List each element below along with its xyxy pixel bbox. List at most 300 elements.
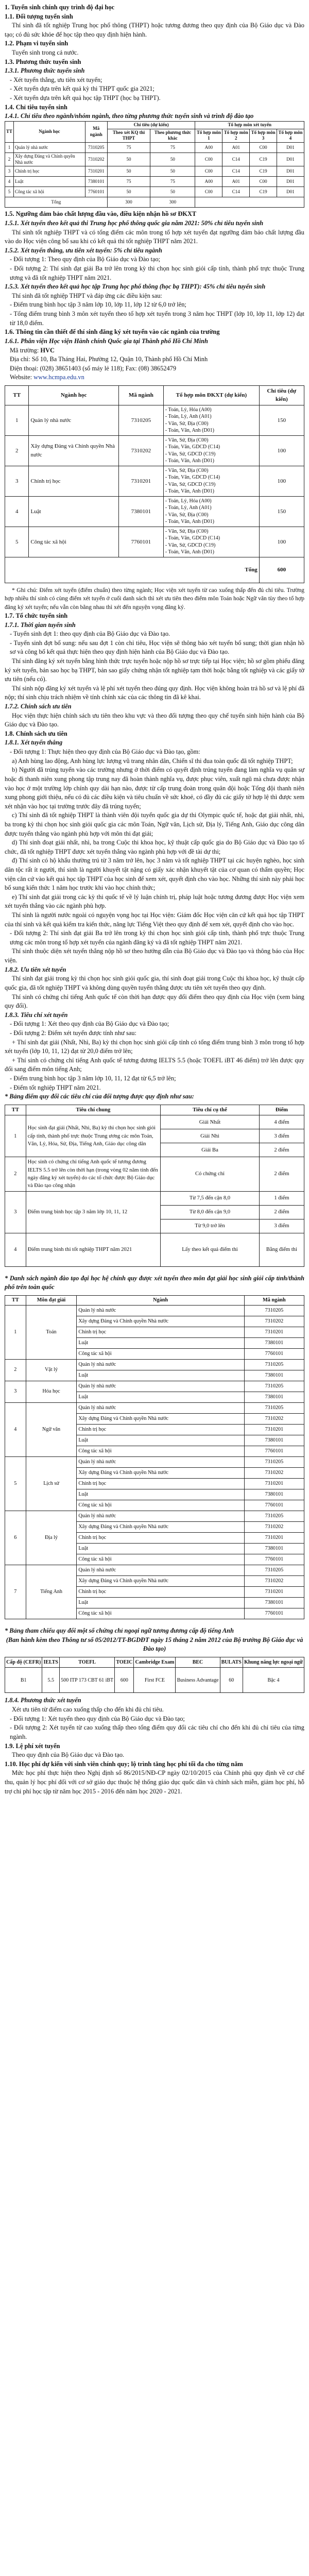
paragraph: - Đối tượng 2: Thí sinh đạt giải Ba trở lên trong kỳ thi chọn học sinh giỏi cấp tỉnh, thành phố trực thuộc Trung ương các môn trong tổ hợp xét tuyển của ngành đăng ký và đã tốt nghiệp THPT năm 2021. xyxy=(10,929,304,946)
cell-tieuchict: Giải Nhì xyxy=(161,1129,260,1143)
cell-ma: 7760101 xyxy=(244,1349,304,1360)
cell-tt: 5 xyxy=(5,1457,26,1511)
cell-tohop: - Văn, Sử, Địa (C00) - Toán, Văn, GDCD (C14) - Văn, Sử, GDCD (C19) - Toán, Văn, Anh (D01) xyxy=(163,527,259,557)
cell-th4: D01 xyxy=(277,142,304,152)
cell-ct: 150 xyxy=(259,496,304,527)
col-ma: Mã ngành xyxy=(85,121,107,142)
col-tohop: Tổ hợp môn ĐKXT (dự kiến) xyxy=(163,385,259,405)
method-item: - Xét tuyển dựa trên kết quả kỳ thi THPT quốc gia 2021; xyxy=(10,85,154,93)
col-th2: Tổ hợp môn 2 xyxy=(222,129,250,142)
cell-th3: C19 xyxy=(250,152,277,166)
cell-mon: Hóa học xyxy=(26,1381,77,1403)
cell-nganh: Quản lý nhà nước xyxy=(77,1565,244,1576)
cell-ma: 7380101 xyxy=(244,1489,304,1500)
heading-1-4: 1.4. Chỉ tiêu tuyển sinh xyxy=(5,103,67,111)
paragraph: Học viện thực hiện chính sách ưu tiên theo khu vực và theo đối tượng theo quy chế tuyển sinh hiện hành của Bộ Giáo dục và Đào tạo. xyxy=(5,711,304,728)
heading-1-8-2: 1.8.2. Ưu tiên xét tuyển xyxy=(5,965,66,973)
table-row xyxy=(5,466,304,496)
cell-th4: D01 xyxy=(277,177,304,187)
cell-ma: 7760101 xyxy=(244,1608,304,1619)
table-row xyxy=(5,177,304,187)
cell-tieuchi: Học sinh có chứng chỉ tiếng Anh quốc tế tương đương IELTS 5.5 trở lên còn thời hạn (trong vòng 02 năm tính đến ngày đăng ký xét tuyển) do các tổ chức được Bộ Giáo dục và Đào tạo công nhận xyxy=(26,1157,160,1191)
cell-nganh: Chính trị học xyxy=(29,466,118,496)
cell-value: 5.5 xyxy=(42,1668,60,1693)
cell-value: 60 xyxy=(220,1668,243,1693)
language-cert-table xyxy=(5,1657,304,1693)
cell-nganh: Chính trị học xyxy=(77,1587,244,1598)
cell-tt: 4 xyxy=(5,1403,26,1457)
method-item: - Xét tuyển thẳng, ưu tiên xét tuyển; xyxy=(10,76,102,83)
cell-tt: 3 xyxy=(5,1381,26,1403)
cell-nganh: Luật xyxy=(77,1598,244,1608)
cell-nganh: Xây dựng Đảng và Chính quyền Nhà nước xyxy=(14,152,85,166)
label: Mã trường: xyxy=(10,346,39,354)
cell-ma: 7310205 xyxy=(244,1381,304,1392)
cell-diem: 1 điểm xyxy=(259,1191,304,1205)
col-ct: Chỉ tiêu (dự kiến) xyxy=(259,385,304,405)
col-header: Cấp độ (CEFR) xyxy=(5,1657,42,1668)
cell-nganh: Xây dựng Đảng và Chính quyền Nhà nước xyxy=(77,1576,244,1587)
col-tt: TT xyxy=(5,385,29,405)
col-header: TOEIC xyxy=(115,1657,134,1668)
cell-ma: 7310201 xyxy=(85,166,107,177)
col-header: Khung năng lực ngoại ngữ xyxy=(243,1657,304,1668)
paragraph: c) Thí sinh đã tốt nghiệp THPT là thành viên đội tuyển quốc gia dự thi Olympic quốc tế, hoặc đạt giải nhất, nhì, ba trong kỳ thi chọn học sinh giỏi quốc gia các môn Toán, Ngữ văn, Lịch sử, Địa lý, Tiếng Anh, Giáo dục công dân được tuyển thẳng vào ngành phù hợp với môn thi đạt giải; xyxy=(5,811,304,837)
table-row xyxy=(5,1233,304,1266)
table-row xyxy=(5,187,304,197)
cell-ma: 7380101 xyxy=(244,1338,304,1349)
cell-hocba: 50 xyxy=(150,152,195,166)
cell-nganh: Công tác xã hội xyxy=(77,1554,244,1565)
table-row xyxy=(5,435,304,466)
cell-ma: 7310202 xyxy=(118,435,163,466)
cell-tt: 2 xyxy=(5,435,29,466)
paragraph: d) Thí sinh đoạt giải nhất, nhì, ba trong Cuộc thi khoa học, kỹ thuật cấp quốc gia do Bộ Giáo dục và Đào tạo tổ chức, đã tốt nghiệp THPT được xét tuyển thẳng vào ngành phù hợp với đề tài dự thi; xyxy=(5,839,304,855)
table-row xyxy=(5,1403,304,1414)
table-row xyxy=(5,152,304,166)
paragraph: Mức học phí thực hiện theo Nghị định số 86/2015/NĐ-CP ngày 02/10/2015 của Chính phủ quy định về cơ chế thu, quản lý học phí đối với cơ sở giáo dục thuộc hệ thống giáo dục quốc dân và chính sách miễn, giảm học phí, hỗ trợ chi phí học tập từ năm học 2015 - 2016 đến năm học 2020 - 2021. xyxy=(5,1769,304,1795)
school-address xyxy=(5,355,304,364)
paragraph: - Đối tượng 1: Thực hiện theo quy định của Bộ Giáo dục và Đào tạo, gồm: xyxy=(10,748,200,756)
col-tt: TT xyxy=(5,1105,26,1115)
paragraph: - Đối tượng 2: Thí sinh đạt giải Ba trở lên trong kỳ thi chọn học sinh giỏi cấp tỉnh, thành phố trực thuộc Trung ương và đã tốt nghiệp THPT năm 2021. xyxy=(10,265,304,281)
cell-tieuchict: Từ 7,5 đến cận 8,0 xyxy=(161,1191,260,1205)
cell-ct: 100 xyxy=(259,527,304,557)
cell-tieuchict: Lấy theo kết quả điểm thi xyxy=(161,1233,260,1266)
col-diem: Điểm xyxy=(259,1105,304,1115)
cell-tt: 4 xyxy=(5,496,29,527)
cell-nganh: Chính trị học xyxy=(14,166,85,177)
heading-1-3: 1.3. Phương thức tuyển sinh xyxy=(5,58,81,65)
paragraph: - Điểm tốt nghiệp THPT năm 2021. xyxy=(10,1083,101,1091)
cell-value: B1 xyxy=(5,1668,42,1693)
cell-ma: 7310202 xyxy=(244,1522,304,1533)
cell-nganh: Quản lý nhà nước xyxy=(77,1306,244,1316)
cell-nganh: Quản lý nhà nước xyxy=(77,1457,244,1468)
cell-tohop: - Văn, Sử, Địa (C00) - Toán, Văn, GDCD (C14) - Văn, Sử, GDCD (C19) - Toán, Văn, Anh (D01) xyxy=(163,466,259,496)
paragraph: - Đối tượng 1: Xét theo quy định của Bộ Giáo dục và Đào tạo; xyxy=(10,1020,169,1028)
cell-diem: 4 điểm xyxy=(259,1115,304,1129)
cell-nganh: Quản lý nhà nước xyxy=(14,142,85,152)
cell-ct: 100 xyxy=(259,435,304,466)
cell-ma: 7380101 xyxy=(244,1435,304,1446)
heading-1-5-1: 1.5.1. Xét tuyển theo kết quả thi Trung học phổ thông quốc gia năm 2021: 50% chỉ tiêu tuyển sinh xyxy=(5,219,264,227)
cell-th4: D01 xyxy=(277,152,304,166)
cell-tt: 4 xyxy=(5,177,14,187)
cell-nganh: Luật xyxy=(77,1338,244,1349)
cell-ma: 7310205 xyxy=(244,1360,304,1370)
cell-tt: 3 xyxy=(5,166,14,177)
cell-tt: 2 xyxy=(5,152,14,166)
cell-ma: 7760101 xyxy=(118,527,163,557)
paragraph: - Điểm trung bình học tập 3 năm lớp 10, 11, 12 đạt từ 6,5 trở lên; xyxy=(10,1075,176,1082)
cell-hocba: 50 xyxy=(150,187,195,197)
school-code xyxy=(5,346,304,355)
cell-nganh: Luật xyxy=(77,1370,244,1381)
cell-nganh: Công tác xã hội xyxy=(77,1446,244,1457)
cell-tieuchict: Giải Nhất xyxy=(161,1115,260,1129)
cell-ma: 7760101 xyxy=(244,1446,304,1457)
cell-ma: 7310205 xyxy=(244,1511,304,1522)
heading-1-5: 1.5. Ngưỡng đảm bảo chất lượng đầu vào, điều kiện nhận hồ sơ ĐKXT xyxy=(5,210,197,218)
cell-tt: 4 xyxy=(5,1233,26,1266)
cell-tt: 5 xyxy=(5,527,29,557)
cell-hocba: 50 xyxy=(150,166,195,177)
cell-nganh: Luật xyxy=(77,1392,244,1403)
cell-tt: 1 xyxy=(5,405,29,435)
cell-value: First FCE xyxy=(134,1668,176,1693)
cell-total-hocba: 300 xyxy=(150,197,195,208)
heading-1-4-1: 1.4.1. Chỉ tiêu theo ngành/nhóm ngành, theo từng phương thức tuyển sinh và trình độ đào tạo xyxy=(5,112,254,120)
cell-nganh: Luật xyxy=(77,1544,244,1554)
col-nganh: Ngành xyxy=(77,1295,244,1305)
paragraph: Theo quy định của Bộ Giáo dục và Đào tạo. xyxy=(12,1751,125,1759)
cell-nganh: Công tác xã hội xyxy=(77,1608,244,1619)
label: Địa chỉ: xyxy=(10,355,30,363)
cell-th2: C14 xyxy=(222,187,250,197)
value: HVC xyxy=(40,346,55,354)
paragraph: - Điểm trung bình học tập 3 năm lớp 10, lớp 11, lớp 12 từ 6,0 trở lên; xyxy=(10,301,186,309)
col-mon: Môn đạt giải xyxy=(26,1295,77,1305)
cell-ma: 7310202 xyxy=(244,1316,304,1327)
cell-value: 600 xyxy=(115,1668,134,1693)
paragraph: b) Người đã trúng tuyển vào các trường nhưng ở thời điểm có quyết định trúng tuyển đang làm nghĩa vụ quân sự hoặc đi thanh niên xung phong tập trung nay đã hoàn thành nghĩa vụ, được phục viên, xuất ngũ mà chưa được nhận vào học ở một trường lớp chính quy dài hạn nào, được từ cấp trung đoàn trong quân đội hoặc Tổng đội thanh niên xung phong giới thiệu, nếu có đủ các điều kiện và tiêu chuẩn về sức khoẻ, có đầy đủ các giấy tờ hợp lệ thì được xem xét nhận vào học tại trường trước đây đã trúng tuyển; xyxy=(5,766,304,810)
cell-total-thpt: 300 xyxy=(107,197,150,208)
cell-nganh: Quản lý nhà nước xyxy=(77,1381,244,1392)
cell-mon: Ngữ văn xyxy=(26,1403,77,1457)
col-hocba: Theo phương thức khác xyxy=(150,129,195,142)
cell-ma: 7380101 xyxy=(244,1392,304,1403)
paragraph: Tuyển sinh trong cả nước. xyxy=(12,49,79,57)
heading-1-9: 1.9. Lệ phí xét tuyển xyxy=(5,1742,60,1750)
heading-1: 1. Tuyển sinh chính quy trình độ đại học xyxy=(5,4,115,11)
cell-nganh: Luật xyxy=(77,1489,244,1500)
cell-nganh: Công tác xã hội xyxy=(77,1500,244,1511)
cell-tohop: - Văn, Sử, Địa (C00) - Toán, Văn, GDCD (C14) - Văn, Sử, GDCD (C19) - Toán, Văn, Anh (D01) xyxy=(163,435,259,466)
col-th4: Tổ hợp môn 4 xyxy=(277,129,304,142)
cell-ct: 100 xyxy=(259,466,304,496)
cell-thpt: 75 xyxy=(107,177,150,187)
cell-mon: Địa lý xyxy=(26,1511,77,1565)
award-major-table xyxy=(5,1295,304,1619)
paragraph: - Đối tượng 1: Theo quy định của Bộ Giáo dục và Đào tạo; xyxy=(10,256,161,263)
table-row xyxy=(5,1306,304,1316)
cell-nganh: Luật xyxy=(14,177,85,187)
label: Điện thoại: xyxy=(10,364,39,372)
cell-tt: 6 xyxy=(5,1511,26,1565)
paragraph: - Tuyển sinh đợt 1: theo quy định của Bộ Giáo dục và Đào tạo. xyxy=(10,630,170,638)
cell-value: 500 ITP 173 CBT 61 iBT xyxy=(60,1668,115,1693)
paragraph: Thí sinh đạt giải trong kỳ thi chọn học sinh giỏi quốc gia, thí sinh đoạt giải trong Cuộc thi khoa học, kỹ thuật cấp quốc gia, đã tốt nghiệp THPT và không dùng quyền tuyển thẳng được ưu tiên xét tuyển theo quy định. xyxy=(5,975,304,991)
cell-nganh: Quản lý nhà nước xyxy=(29,405,118,435)
cell-thpt: 50 xyxy=(107,152,150,166)
cell-value: Bậc 4 xyxy=(243,1668,304,1693)
paragraph: - Tuyển sinh đợt bổ sung: nếu sau đợt 1 còn chỉ tiêu, Học viện sẽ thông báo xét tuyển bổ sung; thời gian nhận hồ sơ và công bố kết quả thực hiện theo quy định hiện hành của Bộ Giáo dục và Đào tạo. xyxy=(10,639,304,656)
table-row xyxy=(5,1191,304,1205)
cell-mon: Toán xyxy=(26,1306,77,1360)
cell-tieuchict: Từ 8,0 đến cận 9,0 xyxy=(161,1205,260,1219)
table-row xyxy=(5,166,304,177)
paragraph: - Đối tượng 1: Xét tuyển theo quy định của Bộ Giáo dục và Đào tạo; xyxy=(10,1715,185,1722)
cell-ma: 7310205 xyxy=(244,1306,304,1316)
col-nganh: Ngành học xyxy=(14,121,85,142)
col-thpt: Theo xét KQ thi THPT xyxy=(107,129,150,142)
cell-nganh: Xây dựng Đảng và Chính quyền Nhà nước xyxy=(77,1522,244,1533)
label: Fax: xyxy=(125,364,137,372)
cell-ma: 7310201 xyxy=(244,1327,304,1338)
cell-hocba: 75 xyxy=(150,142,195,152)
cell-th2: C14 xyxy=(222,166,250,177)
table-row xyxy=(5,142,304,152)
table-row xyxy=(5,405,304,435)
note: * Ghi chú: Điểm xét tuyển (điểm chuẩn) theo từng ngành; Học viện xét tuyển từ cao xuống thấp đến đủ chỉ tiêu. Trường hợp nhiều thí sinh có cùng điểm xét tuyển ở cuối danh sách thì xét ưu tiên theo điểm môn Toán hoặc Ngữ văn tùy theo tổ hợp đăng ký xét tuyển; nếu vẫn còn bằng nhau thì xét đến nguyện vọng đăng ký. xyxy=(5,587,304,611)
paragraph: e) Thí sinh đạt giải trong các kỳ thi quốc tế về lý luận chính trị, pháp luật hoặc tương đương được Học viện xem xét tuyển thẳng vào các ngành phù hợp. xyxy=(5,893,304,910)
table-row xyxy=(5,496,304,527)
cell-tt: 7 xyxy=(5,1565,26,1619)
website-link[interactable]: www.hcmpa.edu.vn xyxy=(33,374,84,381)
heading-1-8-3: 1.8.3. Tiêu chí xét tuyển xyxy=(5,1011,68,1019)
cell-tieuchi: Điểm trung bình học tập 3 năm lớp 10, 11, 12 xyxy=(26,1191,160,1233)
heading-1-7-2: 1.7.2. Chính sách ưu tiên xyxy=(5,703,72,710)
cell-nganh: Chính trị học xyxy=(77,1479,244,1489)
cell-th1: A00 xyxy=(195,142,222,152)
cell-nganh: Quản lý nhà nước xyxy=(77,1511,244,1522)
cell-nganh: Quản lý nhà nước xyxy=(77,1403,244,1414)
paragraph: Thí sinh nộp đăng ký xét tuyển và lệ phí xét tuyển theo đúng quy định. Học viện không hoàn trả hồ sơ và lệ phí đã nộp; thí sinh chịu trách nhiệm về tính chính xác của các thông tin đã kê khai. xyxy=(5,684,304,701)
table-caption: * Danh sách ngành đào tạo đại học hệ chính quy được xét tuyển theo môn đạt giải học sinh giỏi cấp tỉnh/thành phố trên toàn quốc xyxy=(5,1274,304,1291)
score-conversion-table xyxy=(5,1105,304,1267)
table-row xyxy=(5,1565,304,1576)
cell-tt: 3 xyxy=(5,1191,26,1233)
cell-ma: 7380101 xyxy=(118,496,163,527)
cell-diem: 2 điểm xyxy=(259,1143,304,1157)
col-tieuchict: Tiêu chí cụ thể xyxy=(161,1105,260,1115)
paragraph: Thí sinh thuộc diện xét tuyển thẳng nộp hồ sơ theo hướng dẫn của Bộ Giáo dục và Đào tạo và thông báo của Học viện. xyxy=(5,947,304,964)
cell-empty xyxy=(195,197,304,208)
heading-1-6: 1.6. Thông tin cần thiết để thí sinh đăng ký xét tuyển vào các ngành của trường xyxy=(5,328,220,336)
cell-tohop: - Toán, Lý, Hóa (A00) - Toán, Lý, Anh (A01) - Văn, Sử, Địa (C00) - Toán, Văn, Anh (D01) xyxy=(163,496,259,527)
cell-nganh: Xây dựng Đảng và Chính quyền Nhà nước xyxy=(77,1414,244,1425)
heading-1-3-1: 1.3.1. Phương thức tuyển sinh xyxy=(5,67,85,75)
cell-ma: 7380101 xyxy=(244,1544,304,1554)
table-row xyxy=(5,527,304,557)
col-th3: Tổ hợp môn 3 xyxy=(250,129,277,142)
cell-mon: Tiếng Anh xyxy=(26,1565,77,1619)
paragraph: - Đối tượng 2: Điểm xét tuyển được tính như sau: xyxy=(10,1029,136,1037)
cell-value: Business Advantage xyxy=(176,1668,220,1693)
heading-1-8: 1.8. Chính sách ưu tiên xyxy=(5,730,67,737)
cell-tt: 2 xyxy=(5,1157,26,1191)
col-ma: Mã ngành xyxy=(118,385,163,405)
cell-th1: C00 xyxy=(195,166,222,177)
cell-nganh: Công tác xã hội xyxy=(14,187,85,197)
table-caption: * Bảng tham chiếu quy đổi một số chứng chỉ ngoại ngữ tương đương cấp độ tiếng Anh xyxy=(5,1627,234,1635)
cell-nganh: Luật xyxy=(29,496,118,527)
cell-ma: 7310201 xyxy=(244,1425,304,1435)
paragraph: Thí sinh là người nước ngoài có nguyện vọng học tại Học viện: Giám đốc Học viện căn cứ kết quả học tập THPT của thí sinh và kết quả kiểm tra kiến thức, năng lực Tiếng Việt theo quy định để xem xét, quyết định cho vào học. xyxy=(5,911,304,928)
paragraph: + Thí sinh có chứng chỉ tiếng Anh quốc tế tương đương IELTS 5.5 (hoặc TOEFL iBT 46 điểm) trở lên được quy đổi sang điểm môn tiếng Anh; xyxy=(5,1056,304,1073)
cell-thpt: 50 xyxy=(107,166,150,177)
cell-nganh: Luật xyxy=(77,1435,244,1446)
cell-th1: C00 xyxy=(195,152,222,166)
heading-1-8-4: 1.8.4. Phương thức xét tuyển xyxy=(5,1697,81,1704)
table-row xyxy=(5,1511,304,1522)
value: (028) 38651403 (số máy lẻ 118) xyxy=(40,364,123,372)
cell-diem: 2 điểm xyxy=(259,1157,304,1191)
table-row xyxy=(5,1157,304,1191)
cell-th1: C00 xyxy=(195,187,222,197)
cell-nganh: Xây dựng Đảng và Chính quyền Nhà nước xyxy=(77,1468,244,1479)
cell-nganh: Chính trị học xyxy=(77,1327,244,1338)
cell-diem: 3 điểm xyxy=(259,1219,304,1233)
cell-th1: A00 xyxy=(195,177,222,187)
paragraph: Thí sinh đã tốt nghiệp Trung học phổ thông (THPT) hoặc tương đương theo quy định của Bộ Giáo dục và Đào tạo; có đủ sức khỏe để học tập theo quy định hiện hành. xyxy=(5,22,304,38)
paragraph: + Thí sinh đạt giải (Nhất, Nhì, Ba) kỳ thi chọn học sinh giỏi cấp tỉnh có tổng điểm trung bình 3 môn trong tổ hợp xét tuyển (lớp 10, 11, 12) đạt từ 20,0 điểm trở lên; xyxy=(5,1038,304,1055)
table-caption: * Bảng điểm quy đổi các tiêu chí của đối tượng được quy định như sau: xyxy=(5,1093,194,1100)
cell-ma: 7310201 xyxy=(244,1587,304,1598)
cell-th4: D01 xyxy=(277,166,304,177)
cell-nganh: Xây dựng Đảng và Chính quyền Nhà nước xyxy=(29,435,118,466)
paragraph: Xét ưu tiên từ điểm cao xuống thấp cho đến khi đủ chỉ tiêu. xyxy=(12,1706,164,1714)
heading-1-5-3: 1.5.3. Xét tuyển theo kết quả học tập Trung học phổ thông (học bạ THPT): 45% chỉ tiêu tuyển sinh xyxy=(5,283,266,291)
cell-ma: 7310205 xyxy=(118,405,163,435)
cell-ma: 7310205 xyxy=(244,1457,304,1468)
table-subcaption: (Ban hành kèm theo Thông tư số 05/2012/TT-BGDĐT ngày 15 tháng 2 năm 2012 của Bộ trưởng Bộ Giáo dục và Đào tạo) xyxy=(6,1636,303,1653)
label: Website: xyxy=(10,374,32,381)
col-header: BEC xyxy=(176,1657,220,1668)
paragraph: Thí sinh tốt nghiệp THPT và có tổng điểm các môn trong tổ hợp xét tuyển đạt ngưỡng đảm bảo chất lượng đầu vào do Học viện công bố sau khi có kết quả thi tốt nghiệp THPT năm 2021. xyxy=(5,228,304,245)
col-chitieu: Chỉ tiêu (dự kiến) xyxy=(107,121,195,129)
cell-ma: 7310201 xyxy=(118,466,163,496)
paragraph: Thí sinh đăng ký xét tuyển bằng hình thức trực tuyến hoặc nộp hồ sơ trực tiếp tại Học viện; hồ sơ gồm phiếu đăng ký xét tuyển, bản sao học bạ THPT, bản sao giấy chứng nhận tốt nghiệp tạm thời hoặc bằng tốt nghiệp và các giấy tờ ưu tiên (nếu có). xyxy=(5,657,304,683)
cell-total-label: Tổng xyxy=(5,197,108,208)
cell-nganh: Chính trị học xyxy=(77,1533,244,1544)
paragraph: - Tổng điểm trung bình 3 môn xét tuyển theo tổ hợp xét tuyển trong 3 năm học THPT (lớp 10, lớp 11, lớp 12) đạt từ 18,0 điểm. xyxy=(10,310,304,327)
heading-1-1: 1.1. Đối tượng tuyển sinh xyxy=(5,12,73,20)
cell-ma: 7310205 xyxy=(85,142,107,152)
cell-ma: 7310205 xyxy=(244,1565,304,1576)
col-header: Cambridge Exam xyxy=(134,1657,176,1668)
heading-1-7: 1.7. Tổ chức tuyển sinh xyxy=(5,612,68,619)
cell-ct: 150 xyxy=(259,405,304,435)
col-tt: TT xyxy=(5,1295,26,1305)
cell-tieuchict: Từ 9,0 trở lên xyxy=(161,1219,260,1233)
cell-th4: D01 xyxy=(277,187,304,197)
value: (08) 38652479 xyxy=(138,364,177,372)
cell-ma: 7760101 xyxy=(244,1500,304,1511)
heading-1-5-2: 1.5.2. Xét tuyển thẳng, ưu tiên xét tuyển: 5% chỉ tiêu ngành xyxy=(5,246,162,254)
cell-th2: A01 xyxy=(222,142,250,152)
cell-ma: 7310202 xyxy=(244,1414,304,1425)
value: Số 10, Ba Tháng Hai, Phường 12, Quận 10, Thành phố Hồ Chí Minh xyxy=(31,355,208,363)
col-nganh: Ngành học xyxy=(29,385,118,405)
col-th1: Tổ hợp môn 1 xyxy=(195,129,222,142)
cell-thpt: 50 xyxy=(107,187,150,197)
cell-tieuchict: Có chứng chỉ xyxy=(161,1157,260,1191)
paragraph: a) Anh hùng lao động, Anh hùng lực lượng vũ trang nhân dân, Chiến sĩ thi đua toàn quốc đã tốt nghiệp THPT; xyxy=(12,757,293,765)
cell-th3: C19 xyxy=(250,166,277,177)
col-header: TOEFL xyxy=(60,1657,115,1668)
cell-nganh: Chính trị học xyxy=(77,1425,244,1435)
heading-1-2: 1.2. Phạm vi tuyển sinh xyxy=(5,40,68,47)
cell-ma: 7380101 xyxy=(85,177,107,187)
paragraph: - Đối tượng 2: Xét tuyển từ cao xuống thấp theo tổng điểm quy đổi các tiêu chí cho đến khi đủ chỉ tiêu của từng ngành. xyxy=(10,1724,304,1740)
cell-total-label: Tổng xyxy=(5,557,260,583)
cell-ma: 7310205 xyxy=(244,1403,304,1414)
cell-tt: 1 xyxy=(5,1115,26,1157)
major-table xyxy=(5,385,304,583)
cell-ma: 7380101 xyxy=(244,1370,304,1381)
col-ma: Mã ngành xyxy=(244,1295,304,1305)
cell-thpt: 75 xyxy=(107,142,150,152)
paragraph: đ) Thí sinh có hộ khẩu thường trú từ 3 năm trở lên, học 3 năm và tốt nghiệp THPT tại các huyện nghèo, học sinh dân tộc rất ít người, thí sinh là người khuyết tật nặng có giấy xác nhận khuyết tật của cơ quan có thẩm quyền; Học viện căn cứ vào kết quả học tập THPT của học sinh để xem xét, quyết định cho vào học. Những thí sinh này phải học bổ sung kiến thức 1 năm học trước khi vào học chính thức; xyxy=(5,857,304,892)
col-tt: TT xyxy=(5,121,14,142)
cell-nganh: Công tác xã hội xyxy=(29,527,118,557)
cell-th2: C14 xyxy=(222,152,250,166)
cell-ma: 7310201 xyxy=(244,1479,304,1489)
cell-tieuchict: Giải Ba xyxy=(161,1143,260,1157)
heading-1-10: 1.10. Học phí dự kiến với sinh viên chính quy; lộ trình tăng học phí tối đa cho từng năm xyxy=(5,1760,243,1768)
cell-nganh: Quản lý nhà nước xyxy=(77,1360,244,1370)
cell-ma: 7380101 xyxy=(244,1598,304,1608)
cell-tohop: - Toán, Lý, Hóa (A00) - Toán, Lý, Anh (A01) - Văn, Sử, Địa (C00) - Toán, Văn, Anh (D01) xyxy=(163,405,259,435)
cell-ma: 7760101 xyxy=(85,187,107,197)
school-website xyxy=(5,373,304,382)
heading-1-7-1: 1.7.1. Thời gian tuyển sinh xyxy=(5,621,76,629)
cell-mon: Vật lý xyxy=(26,1360,77,1381)
heading-1-6-1: 1.6.1. Phân viện Học viện Hành chính Quốc gia tại Thành phố Hồ Chí Minh xyxy=(5,337,208,345)
cell-diem: Bằng điểm thi xyxy=(259,1233,304,1266)
cell-tt: 2 xyxy=(5,1360,26,1381)
quota-table xyxy=(5,121,304,208)
paragraph: Thí sinh có chứng chỉ tiếng Anh quốc tế còn thời hạn được quy đổi điểm theo quy định của Học viện (xem bảng quy đổi). xyxy=(5,993,304,1010)
cell-total: 600 xyxy=(259,557,304,583)
col-tieuchi: Tiêu chí chung xyxy=(26,1105,160,1115)
table-row xyxy=(5,1115,304,1129)
cell-tieuchi: Điểm trung bình thi tốt nghiệp THPT năm 2021 xyxy=(26,1233,160,1266)
cell-ma: 7310202 xyxy=(85,152,107,166)
cell-th2: A01 xyxy=(222,177,250,187)
cell-hocba: 75 xyxy=(150,177,195,187)
cell-th3: C00 xyxy=(250,142,277,152)
total-row xyxy=(5,557,304,583)
cell-tieuchi: Học sinh đạt giải (Nhất, Nhì, Ba) kỳ thi chọn học sinh giỏi cấp tỉnh, thành phố trực thuộc Trung ương các môn Toán, Văn, Lý, Hóa, Sử, Địa, Tiếng Anh, Giáo dục công dân xyxy=(26,1115,160,1157)
cell-th3: C00 xyxy=(250,177,277,187)
cell-diem: 2 điểm xyxy=(259,1205,304,1219)
total-row xyxy=(5,197,304,208)
cell-ma: 7310201 xyxy=(244,1533,304,1544)
cell-ma: 7760101 xyxy=(244,1554,304,1565)
